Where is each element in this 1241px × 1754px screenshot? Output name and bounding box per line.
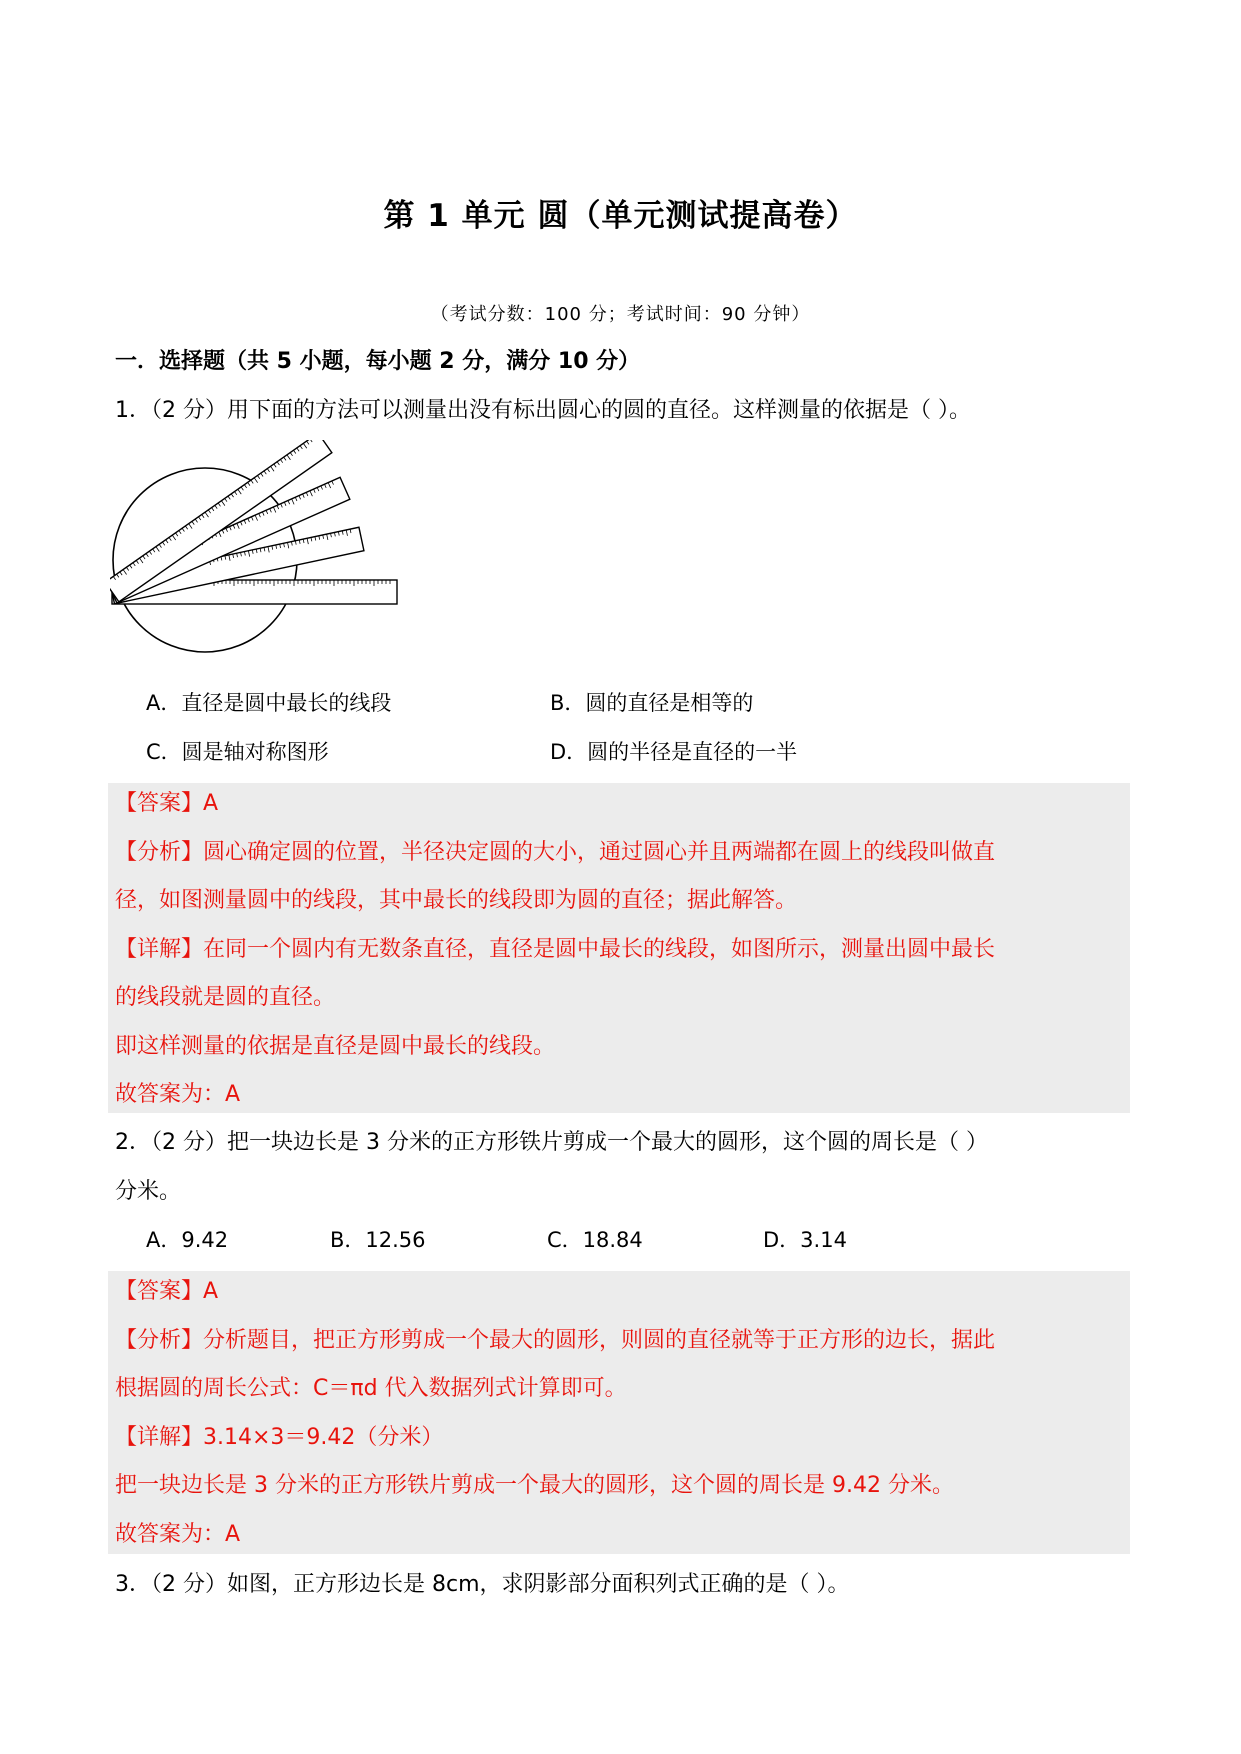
- question-2-answer-box: [108, 1271, 1130, 1554]
- final-answer: 故答案为：A: [115, 1082, 241, 1107]
- detail-line: 把一块边长是 3 分米的正方形铁片剪成一个最大的圆形，这个圆的周长是 9.42 分米。: [115, 1473, 954, 1498]
- exam-info: （考试分数：100 分；考试时间：90 分钟）: [430, 304, 811, 325]
- question-1-answer-box: [108, 783, 1130, 1113]
- page-title: 第 1 单元 圆（单元测试提高卷）: [383, 198, 858, 234]
- question-2-option-b[interactable]: B．12.56: [330, 1228, 426, 1252]
- question-2-options: [0, 1225, 1241, 1255]
- question-2-stem-line-1: 2．（2 分）把一块边长是 3 分米的正方形铁片剪成一个最大的圆形，这个圆的周长是（ ）: [115, 1130, 988, 1155]
- analysis-line: 【分析】圆心确定圆的位置，半径决定圆的大小，通过圆心并且两端都在圆上的线段叫做直: [115, 840, 996, 865]
- question-2-stem-line-2: 分米。: [115, 1179, 182, 1204]
- question-1-option-a[interactable]: A．直径是圆中最长的线段: [146, 691, 392, 715]
- detail-line: 即这样测量的依据是直径是圆中最长的线段。: [115, 1034, 556, 1059]
- question-1-stem: 1．（2 分）用下面的方法可以测量出没有标出圆心的圆的直径。这样测量的依据是（ ）。: [115, 398, 971, 423]
- final-answer: 故答案为：A: [115, 1522, 241, 1547]
- question-1-option-c[interactable]: C．圆是轴对称图形: [146, 740, 329, 764]
- question-2-option-c[interactable]: C．18.84: [547, 1228, 643, 1252]
- question-1-options-row-1: [0, 688, 1241, 718]
- ruler-circle-figure: [110, 440, 410, 660]
- analysis-line: 【分析】分析题目，把正方形剪成一个最大的圆形，则圆的直径就等于正方形的边长，据此: [115, 1328, 996, 1353]
- question-1-option-b[interactable]: B．圆的直径是相等的: [550, 691, 754, 715]
- analysis-line: 径，如图测量圆中的线段，其中最长的线段即为圆的直径；据此解答。: [115, 888, 798, 913]
- question-2-option-d[interactable]: D．3.14: [763, 1228, 847, 1252]
- question-2-option-a[interactable]: A．9.42: [146, 1228, 229, 1252]
- detail-line: 【详解】在同一个圆内有无数条直径，直径是圆中最长的线段，如图所示，测量出圆中最长: [115, 937, 996, 962]
- section-heading: 一．选择题（共 5 小题，每小题 2 分，满分 10 分）: [115, 349, 641, 374]
- answer-label: 【答案】A: [115, 1279, 219, 1304]
- question-1-option-d[interactable]: D．圆的半径是直径的一半: [550, 740, 798, 764]
- question-3-stem: 3．（2 分）如图，正方形边长是 8cm，求阴影部分面积列式正确的是（ ）。: [115, 1572, 850, 1597]
- answer-label: 【答案】A: [115, 791, 219, 816]
- detail-line: 【详解】3.14×3＝9.42（分米）: [115, 1425, 444, 1450]
- analysis-line: 根据圆的周长公式：C＝πd 代入数据列式计算即可。: [115, 1376, 627, 1401]
- detail-line: 的线段就是圆的直径。: [115, 985, 336, 1010]
- question-1-options-row-2: [0, 737, 1241, 767]
